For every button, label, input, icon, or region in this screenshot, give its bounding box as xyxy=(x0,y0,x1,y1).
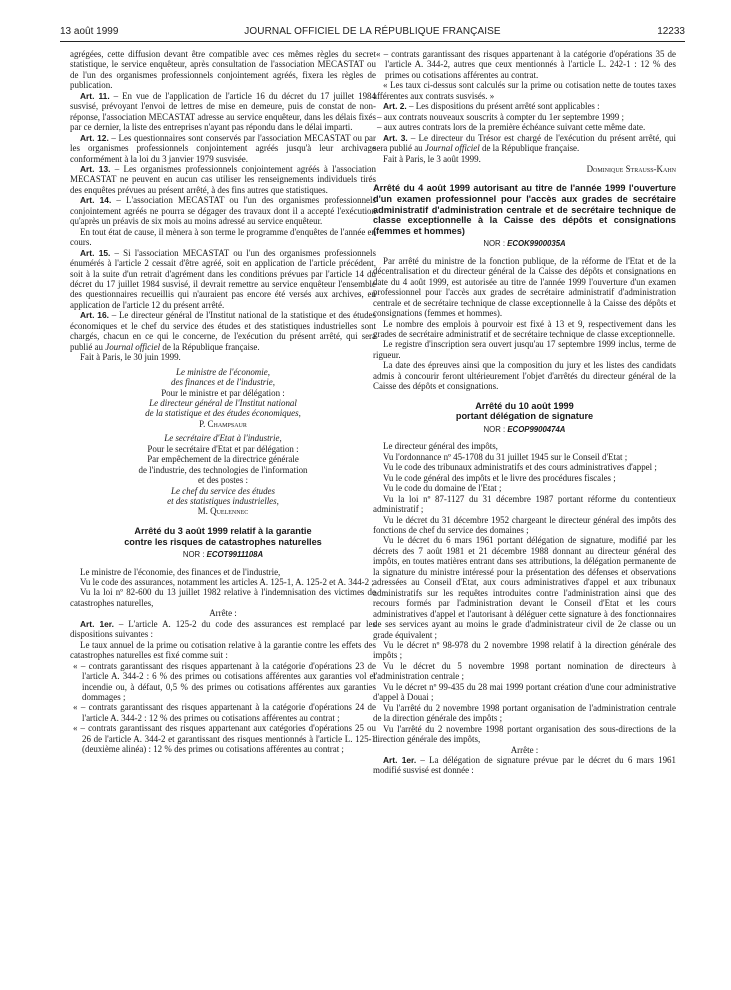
paragraph: Vu la loi nº 82-600 du 13 juillet 1982 relative à l'indemnisation des victimes de catastrophes naturelles, xyxy=(70,587,376,608)
paragraph: Vu la loi nº 87-1127 du 31 décembre 1987 portant réforme du contentieux administratif ; xyxy=(373,493,676,515)
signatory-name: P. Champsaur xyxy=(199,418,247,429)
article-text: de la République française. xyxy=(479,143,580,154)
article-text: – Les questionnaires sont conservés par l'association MECASTAT ou par les organismes professionnels conjointement agréés jusqu'à leur archivage conformément à la loi du 3 janvier 1979 susvisée. xyxy=(70,132,376,164)
article-label: Art. 15. xyxy=(80,247,111,258)
paragraph: Le taux annuel de la prime ou cotisation relative à la garantie contre les effets des catastrophes naturelles est fixé comme suit : xyxy=(70,639,376,661)
nor-code: ECOK9900035A xyxy=(507,239,566,249)
paragraph: Vu le code des tribunaux administratifs et des cours administratives d'appel ; xyxy=(383,462,657,473)
signatory-name: Dominique Strauss-Kahn xyxy=(586,163,676,174)
article-14 xyxy=(70,195,376,226)
nor-reference xyxy=(70,550,376,560)
article-11 xyxy=(70,91,376,133)
article-label: Art. 1er. xyxy=(383,754,417,765)
fait-a-paris: Fait à Paris, le 30 juin 1999. xyxy=(80,352,181,363)
article-15 xyxy=(70,248,376,311)
article-text: – L'association MECASTAT ou l'un des organismes professionnels conjointement agréés ne pourra se dégager des travaux dont il a accepté l'exécution qu'après un préavis de six mois au moins adressé au service enquêteur. xyxy=(70,195,376,227)
signatory-name: M. Quelennec xyxy=(197,506,249,517)
article-text: – Le directeur du Trésor est chargé de l'exécution du présent arrêté, qui sera publié au xyxy=(373,132,676,154)
header-page-number: 12233 xyxy=(657,26,685,37)
paragraph: Vu le décret du 6 mars 1961 portant délégation de signature, modifié par les décrets des 7 août 1981 et 21 décembre 1988 donnant au directeur général des impôts, en toutes matières entrant dans ses attributions, la délégation permanente de la signature du ministre intéressé pour la présentation des défenses et observations adressées au Conseil d'Etat, aux cours administratives d'appel et aux tribunaux administratifs sur les requêtes introduites contre l'administration ainsi que des recours formés par l'administration devant le Conseil d'Etat et les cours administratives d'appel et l'autorisant à déléguer cette signature à des fonctionnaires de ses services ayant au moins le grade d'administrateur civil de 2e classe ou un grade équivalent ; xyxy=(373,535,676,640)
nor-label: NOR : xyxy=(182,550,207,560)
right-column xyxy=(373,49,676,776)
article-text: – La délégation de signature prévue par le décret du 6 mars 1961 modifié susvisé est donnée : xyxy=(373,754,676,776)
paragraph: Vu le décret nº 98-978 du 2 novembre 1998 relatif à la direction générale des impôts ; xyxy=(373,640,676,661)
journal-officiel-ref: Journal officiel xyxy=(424,143,480,154)
article-label: Art. 13. xyxy=(80,163,111,174)
signature-line: et des statistiques industrielles, xyxy=(167,496,279,507)
article-2 xyxy=(373,101,676,111)
article-label: Art. 11. xyxy=(80,90,110,101)
article-label: Art. 2. xyxy=(383,101,407,112)
signature-line: Le secrétaire d'Etat à l'industrie, xyxy=(164,433,282,444)
left-column xyxy=(70,49,376,755)
nor-reference xyxy=(373,239,676,249)
paragraph: Vu le décret du 5 novembre 1998 portant nomination de directeurs à l'administration centrale ; xyxy=(373,660,676,682)
signature-line: Le directeur général de l'Institut national xyxy=(149,397,297,408)
article-text: – En vue de l'application de l'article 16 du décret du 17 juillet 1984 susvisé, prévoyant l'envoi de lettres de mise en demeure, puis de constat de non-réponse, l'association MECASTAT adresse au service enquêteur, dans les délais fixés par ce dernier, la liste des entreprises n'ayant pas répondu dans le délai imparti. xyxy=(70,90,376,133)
paragraph: Vu le code des assurances, notamment les articles A. 125-1, A. 125-2 et A. 344-2 ; xyxy=(80,577,374,588)
article-text: – Le directeur général de l'Institut national de la statistique et des études économiques et le chef du service des études et des statistiques industrielles sont chargés, chacun en ce qui le concerne, de l'exécution du présent arrêté, qui sera publié au xyxy=(70,310,376,352)
article-1 xyxy=(373,755,676,776)
paragraph: Vu le code du domaine de l'Etat ; xyxy=(383,483,502,494)
nor-label: NOR : xyxy=(483,424,508,434)
signature-line: Le chef du service des études xyxy=(171,485,275,496)
list-item: « – contrats garantissant des risques appartenant à la catégorie d'opérations 35 de l'article A. 344-2, autres que ceux mentionnés à l'article L. 242-1 : 12 % des primes ou cotisations afférentes au contrat. xyxy=(376,49,676,80)
paragraph: Le ministre de l'économie, des finances et de l'industrie, xyxy=(80,566,281,577)
page-header xyxy=(60,26,685,42)
arrete-title: Arrêté du 10 août 1999 xyxy=(475,400,574,411)
article-text: – Les dispositions du présent arrêté sont applicables : xyxy=(406,101,600,112)
article-1 xyxy=(70,619,376,640)
article-label: Art. 16. xyxy=(80,310,109,321)
paragraph: Vu le décret du 31 décembre 1952 chargeant le directeur général des impôts des fonctions de chef du service des domaines ; xyxy=(373,514,676,536)
paragraph: La date des épreuves ainsi que la composition du jury et les listes des candidats admis à concourir feront ultérieurement l'objet d'arrêtés du directeur général de la Caisse des dépôts et consignations. xyxy=(373,360,676,392)
article-label: Art. 14. xyxy=(80,195,112,206)
paragraph: Vu l'arrêté du 2 novembre 1998 portant organisation de l'administration centrale de la direction générale des impôts ; xyxy=(373,702,676,724)
signature-line: et des postes : xyxy=(198,475,248,486)
signature-line: des finances et de l'industrie, xyxy=(171,377,275,388)
paragraph: Vu le décret nº 99-435 du 28 mai 1999 portant création d'une cour administrative d'appel à Douai ; xyxy=(373,681,676,703)
list-item: – aux contrats nouveaux souscrits à compter du 1er septembre 1999 ; xyxy=(377,111,624,122)
nor-code: ECOP9900474A xyxy=(507,424,566,434)
paragraph: Vu l'arrêté du 2 novembre 1998 portant organisation des sous-directions de la direction générale des impôts, xyxy=(373,723,676,745)
paragraph: En tout état de cause, il mènera à son terme le programme d'enquêtes de l'année en cours. xyxy=(70,226,376,248)
article-13 xyxy=(70,164,376,195)
arrete-title: Arrêté du 3 août 1999 relatif à la garantie xyxy=(134,525,312,536)
header-rule xyxy=(60,41,685,42)
paragraph: Le directeur général des impôts, xyxy=(383,441,498,452)
paragraph: Vu l'ordonnance nº 45-1708 du 31 juillet 1945 sur le Conseil d'Etat ; xyxy=(383,451,628,462)
paragraph: « Les taux ci-dessus sont calculés sur la prime ou cotisation nette de toutes taxes afférentes aux contrats susvisés. » xyxy=(373,80,676,101)
article-text: – Les organismes professionnels conjointement agréés à l'association MECASTAT ne peuvent en aucun cas utiliser les renseignements individuels tirés des enquêtes prévues au présent arrêté, à des fins autres que statistiques. xyxy=(70,163,376,195)
article-label: Art. 3. xyxy=(383,132,408,143)
list-item: « – contrats garantissant des risques appartenant à la catégorie d'opérations 24 de l'article A. 344-2 : 12 % des primes ou cotisations afférentes au contrat ; xyxy=(73,702,376,723)
arrete-title: portant délégation de signature xyxy=(455,411,594,422)
article-label: Art. 1er. xyxy=(80,618,114,629)
article-text: de la République française. xyxy=(160,341,260,352)
signature-line: de la statistique et des études économiques, xyxy=(145,408,301,419)
header-journal-title: JOURNAL OFFICIEL DE LA RÉPUBLIQUE FRANÇAISE xyxy=(244,26,501,37)
article-text: – Si l'association MECASTAT ou l'un des organismes professionnels énumérés à l'article 2 cessait d'être agréé, soit en application de l'article précédent, soit à la suite d'un retrait d'agrément dans les conditions prévues par l'article 14 du décret du 17 juillet 1984 susvisé, il devrait remettre au service enquêteur l'ensemble des questionnaires recueillis qui n'auraient pas encore été versés aux archives, en application de l'article 12 du présent arrêté. xyxy=(70,247,376,310)
signature-line: de l'industrie, des technologies de l'information xyxy=(138,464,308,475)
paragraph: agrégées, cette diffusion devant être compatible avec ces mêmes règles du secret statistique, le service enquêteur, après consultation de l'association MECASTAT ou de l'un des organismes professionnels conjointement agréés, fixera les règles de publication. xyxy=(70,49,376,91)
article-label: Art. 12. xyxy=(80,132,109,143)
signature-line: Pour le secrétaire d'Etat et par délégation : xyxy=(147,443,299,454)
paragraph: Le registre d'inscription sera ouvert jusqu'au 17 septembre 1999 inclus, terme de rigueur. xyxy=(373,339,676,360)
arrete-heading: Arrête : xyxy=(209,608,237,619)
signature-line: Par empêchement de la directrice générale xyxy=(147,454,299,465)
nor-label: NOR : xyxy=(483,239,508,249)
nor-code: ECOT9911108A xyxy=(206,550,264,560)
list-item: « – contrats garantissant des risques appartenant aux catégories d'opérations 25 ou 26 de l'article A. 344-2 et garantissant des risques mentionnés à l'article L. 125-1 (deuxième alinéa) : 12 % des primes ou cotisations afférentes au contrat ; xyxy=(73,723,376,755)
article-12 xyxy=(70,133,376,164)
list-item: « – contrats garantissant des risques appartenant à la catégorie d'opérations 23 de l'article A. 344-2 : 6 % des primes ou cotisations afférentes aux garanties vol et incendie ou, à défaut, 0,5 % des primes ou cotisations afférentes aux garanties dommages ; xyxy=(73,660,376,703)
article-text: – L'article A. 125-2 du code des assurances est remplacé par les dispositions suivantes : xyxy=(70,618,376,640)
fait-a-paris: Fait à Paris, le 3 août 1999. xyxy=(383,153,481,164)
article-3 xyxy=(373,133,676,154)
paragraph: Le nombre des emplois à pourvoir est fixé à 13 et 9, respectivement dans les grades de secrétaire administratif et de secrétaire technique de classe exceptionnelle. xyxy=(373,318,676,340)
arrete-title: Arrêté du 4 août 1999 autorisant au titre de l'année 1999 l'ouverture d'un examen professionnel pour l'accès aux grades de secrétaire administratif d'administration centrale et de secrétaire technique de classe exceptionnelle à la Caisse des dépôts et consignations (femmes et hommes) xyxy=(373,183,676,236)
paragraph: Par arrêté du ministre de la fonction publique, de la réforme de l'Etat et de la décentralisation et du directeur général de la Caisse des dépôts et consignations en date du 4 août 1999, est autorisée au titre de l'année 1999 l'ouverture d'un examen professionnel pour l'accès aux grades de secrétaire administratif d'administration centrale et de secrétaire technique de classe exceptionnelle à la Caisse des dépôts et consignations (femmes et hommes). xyxy=(373,255,676,319)
nor-reference xyxy=(373,425,676,435)
arrete-title: contre les risques de catastrophes naturelles xyxy=(124,536,322,547)
article-16 xyxy=(70,310,376,352)
signature-line: Le ministre de l'économie, xyxy=(176,366,270,377)
signature-line: Pour le ministre et par délégation : xyxy=(161,387,285,398)
header-date: 13 août 1999 xyxy=(60,26,119,37)
paragraph: Vu le code général des impôts et le livre des procédures fiscales ; xyxy=(383,472,616,483)
journal-officiel-ref: Journal officiel xyxy=(105,341,161,352)
list-item: – aux autres contrats lors de la première échéance suivant cette même date. xyxy=(377,122,646,133)
arrete-heading: Arrête : xyxy=(510,744,539,755)
